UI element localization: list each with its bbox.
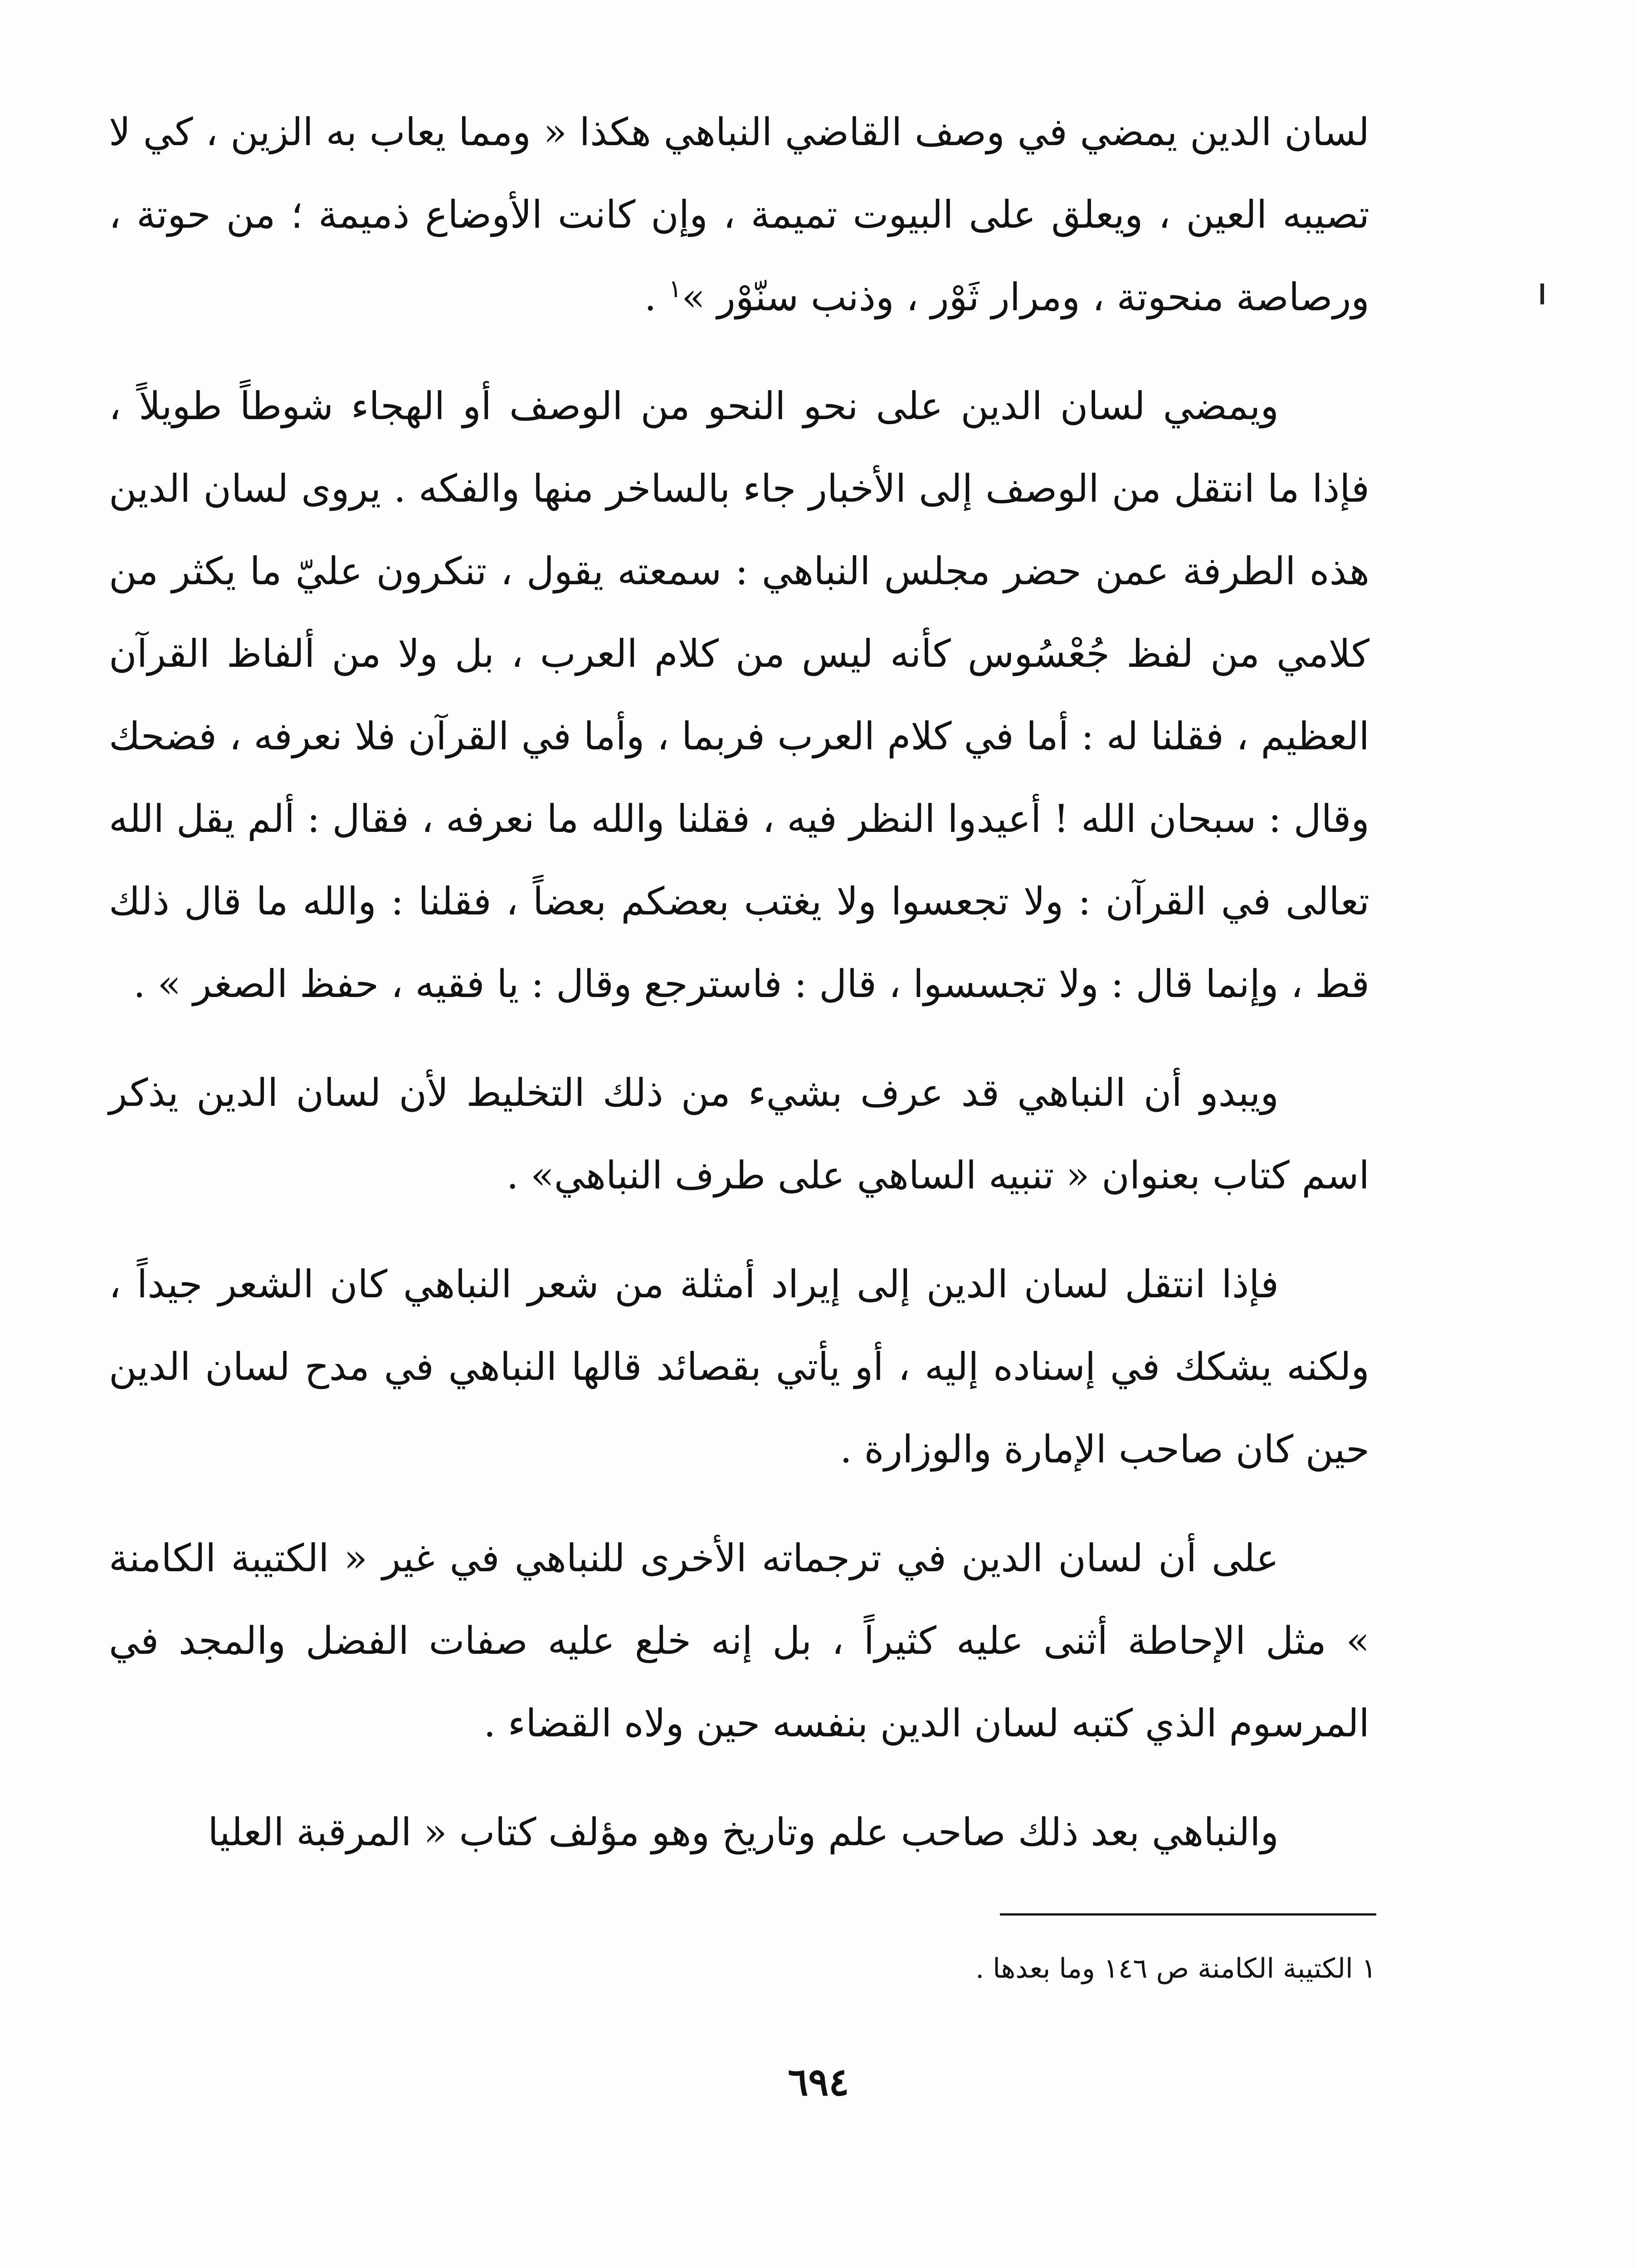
margin-mark — [1540, 284, 1544, 304]
footnote-divider — [1000, 1913, 1376, 1916]
paragraph-1-text: لسان الدين يمضي في وصف القاضي النباهي هكذا « ومما يعاب به الزين ، كي لا تصيبه العين ، ويعلق على البيوت تميمة ، وإن كانت الأوضاع ذميمة ؛ من حوتة ، ورصاصة منحوتة ، ومرار ثَوْر ، وذنب سنّوْر » — [109, 110, 1369, 319]
body-text — [109, 91, 1369, 1900]
footnote: ١ الكتيبة الكامنة ص ١٤٦ وما بعدها . — [975, 1953, 1376, 1984]
paragraph-3: ويبدو أن النباهي قد عرف بشيء من ذلك التخليط لأن لسان الدين يذكر اسم كتاب بعنوان « تنبيه الساهي على طرف النباهي» . — [109, 1070, 1369, 1198]
paragraph-1-end: . — [644, 275, 669, 319]
page-number: ٦٩٤ — [788, 2059, 849, 2104]
paragraph-4: فإذا انتقل لسان الدين إلى إيراد أمثلة من شعر النباهي كان الشعر جيداً ، ولكنه يشكك في إسناده إليه ، أو يأتي بقصائد قالها النباهي في مدح لسان الدين حين كان صاحب الإمارة والوزارة . — [109, 1262, 1369, 1471]
paragraph-2: ويمضي لسان الدين على نحو النحو من الوصف أو الهجاء شوطاً طويلاً ، فإذا ما انتقل من الوصف إلى الأخبار جاء بالساخر منها والفكه . يروى لسان الدين هذه الطرفة عمن حضر مجلس النباهي : سمعته يقول ، تنكرون عليّ ما يكثر من كلامي من لفظ جُعْسُوس كأنه ليس من كلام العرب ، بل ولا من ألفاظ القرآن العظيم ، فقلنا له : أما في كلام العرب فربما ، وأما في القرآن فلا نعرفه ، فضحك وقال : سبحان الله ! أعيدوا النظر فيه ، فقلنا والله ما نعرفه ، فقال : ألم يقل الله تعالى في القرآن : ولا تجعسوا ولا يغتب بعضكم بعضاً ، فقلنا : والله ما قال ذلك قط ، وإنما قال : ولا تجسسوا ، قال : فاسترجع وقال : يا فقيه ، حفظ الصغر » . — [109, 384, 1369, 1006]
paragraph-6: والنباهي بعد ذلك صاحب علم وتاريخ وهو مؤلف كتاب « المرقبة العليا — [208, 1810, 1279, 1854]
paragraph-5: على أن لسان الدين في ترجماته الأخرى للنباهي في غير « الكتيبة الكامنة » مثل الإحاطة أثنى عليه كثيراً ، بل إنه خلع عليه صفات الفضل والمجد في المرسوم الذي كتبه لسان الدين بنفسه حين ولاه القضاء . — [109, 1536, 1369, 1745]
footnote-reference: ١ — [668, 274, 682, 303]
paragraph-1 — [109, 91, 1369, 338]
